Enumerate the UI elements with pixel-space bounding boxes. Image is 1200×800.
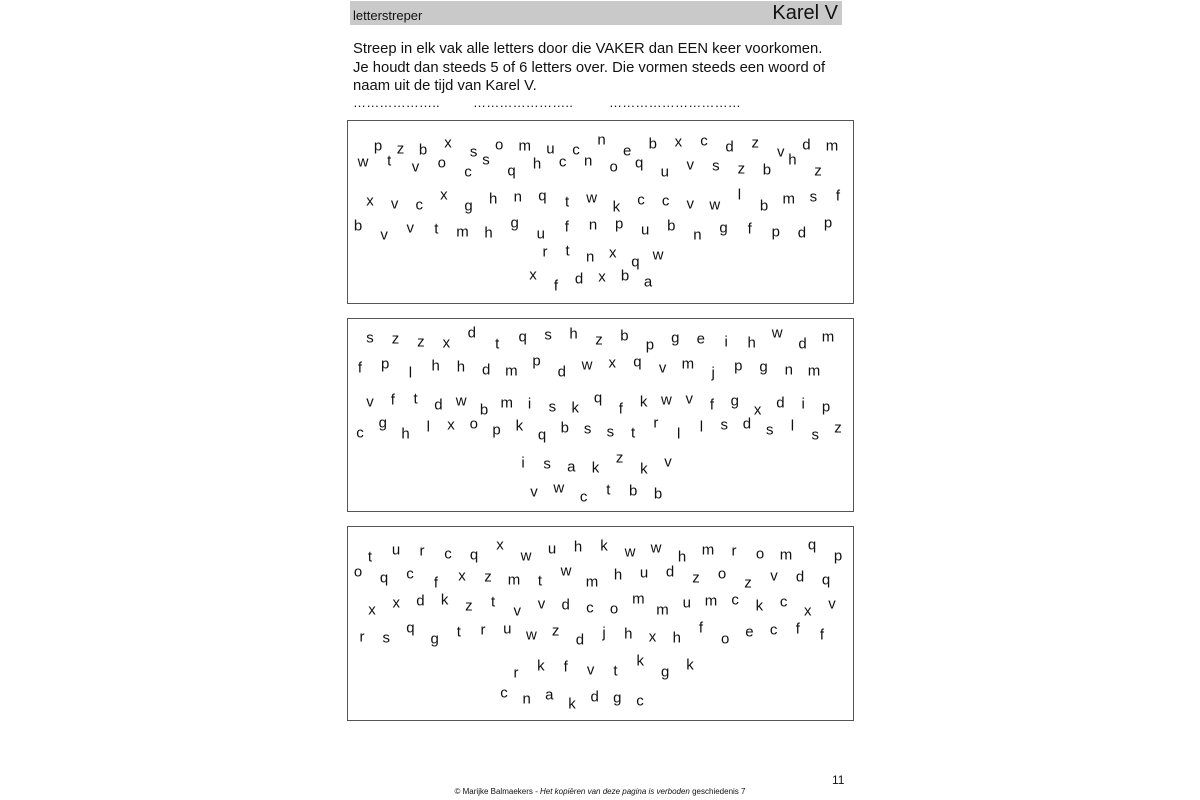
grid-letter: d [575,631,585,649]
grid-letter: g [378,414,387,432]
grid-letter: q [538,187,547,205]
grid-letter: x [598,268,606,286]
grid-letter: d [467,324,476,342]
grid-letter: w [660,391,672,409]
grid-letter: t [564,193,570,211]
grid-letter: f [390,391,395,409]
grid-letter: a [643,273,653,291]
grid-letter: t [613,662,618,680]
grid-letter: l [408,364,413,382]
grid-letter: c [444,545,452,563]
grid-letter: c [558,153,567,171]
grid-letter: v [390,195,399,213]
grid-letter: m [701,541,715,559]
grid-letter: m [585,573,599,591]
grid-letter: i [801,395,805,413]
footer [0,787,1200,796]
grid-letter: d [797,224,807,242]
answer-blank: ………………………… [609,95,741,110]
grid-letter: u [547,540,557,558]
instruction-line: Je houdt dan steeds 5 of 6 letters over. Die vormen steeds een woord of [353,59,826,76]
grid-letter: x [529,266,537,284]
grid-letter: n [784,361,793,379]
grid-letter: l [790,417,795,435]
footer-copyright: © Marijke Balmaekers [454,787,533,796]
grid-letter: w [650,539,662,557]
grid-letter: d [561,596,570,614]
grid-letter: z [751,134,759,152]
grid-letter: u [546,140,555,158]
grid-letter: f [795,620,800,638]
grid-letter: s [583,420,592,438]
grid-letter: s [765,421,774,439]
grid-letter: j [711,364,715,382]
grid-letter: t [606,481,611,499]
grid-letter: f [747,220,752,238]
grid-letter: m [518,137,532,155]
grid-letter: c [500,684,508,702]
grid-letter: d [802,136,811,154]
grid-letter: m [782,190,795,208]
grid-letter: n [588,216,598,234]
instruction-line: naam uit de tijd van Karel V. [353,78,537,94]
grid-letter: s [712,157,720,175]
grid-letter: t [537,572,543,590]
grid-letter: p [614,215,624,233]
grid-letter: s [809,188,818,206]
grid-letter: o [495,136,504,154]
grid-letter: c [769,621,778,639]
grid-letter: e [745,623,754,641]
grid-letter: q [821,571,831,589]
grid-letter: g [430,630,439,648]
grid-letter: m [632,590,645,608]
grid-letter: r [731,542,737,560]
grid-letter: z [396,140,405,158]
grid-letter: k [636,652,645,670]
grid-letter: v [686,156,695,174]
grid-letter: b [759,197,769,215]
footer-notice: - Het kopiëren van deze pagina is verboden [535,787,690,796]
grid-letter: c [572,141,580,159]
letter-grid-2 [347,318,854,512]
grid-letter: k [591,459,600,477]
grid-letter: o [720,630,730,648]
grid-letter: f [563,658,568,676]
grid-letter: k [568,695,576,713]
grid-letter: x [458,567,466,585]
grid-letter: o [609,158,618,176]
grid-letter: d [434,396,443,414]
grid-letter: p [381,355,390,373]
grid-letter: d [795,568,805,586]
grid-letter: v [686,195,694,213]
grid-letter: p [734,357,743,375]
grid-letter: k [612,198,621,216]
grid-letter: t [495,335,500,353]
grid-letter: k [600,537,608,555]
grid-letter: x [444,134,452,152]
grid-letter: n [513,188,522,206]
grid-letter: d [776,394,785,412]
grid-letter: c [637,191,645,209]
grid-letter: x [440,186,448,204]
instructions [353,40,853,96]
grid-letter: b [629,482,638,500]
grid-letter: x [442,334,451,352]
grid-letter: d [574,270,584,288]
grid-letter: b [620,267,630,285]
grid-letter: c [661,192,670,210]
grid-letter: c [415,196,423,214]
grid-letter: z [834,419,842,437]
grid-letter: z [744,574,752,592]
grid-letter: h [672,629,681,647]
grid-letter: s [543,455,551,473]
grid-letter: h [456,358,466,376]
worksheet-type: letterstreper [353,8,423,23]
grid-letter: x [366,192,374,210]
grid-letter: u [660,163,669,181]
grid-letter: v [366,393,374,411]
grid-letter: r [480,621,486,639]
grid-letter: u [503,620,512,638]
grid-letter: n [583,152,593,170]
grid-letter: q [807,536,817,554]
grid-letter: r [653,414,659,432]
grid-letter: q [537,426,547,444]
grid-letter: x [608,354,616,372]
grid-letter: w [624,543,636,561]
grid-letter: x [496,536,504,554]
grid-letter: s [382,629,390,647]
grid-letter: p [833,547,843,565]
grid-letter: d [557,363,566,381]
grid-letter: h [613,566,623,584]
grid-letter: m [505,362,518,380]
grid-letter: f [433,574,439,592]
grid-letter: k [537,657,545,675]
grid-letter: l [426,418,430,436]
grid-letter: m [825,137,839,155]
grid-letter: l [676,425,681,443]
grid-letter: a [567,458,576,476]
grid-letter: w [553,479,565,497]
grid-letter: w [455,392,467,410]
grid-letter: l [699,418,704,436]
grid-letter: u [682,594,691,612]
grid-letter: g [510,214,519,232]
grid-letter: x [447,416,455,434]
grid-letter: s [548,398,557,416]
grid-letter: z [692,569,700,587]
grid-letter: p [373,137,383,155]
grid-letter: x [648,628,657,646]
grid-letter: z [814,162,822,180]
grid-letter: u [536,225,545,243]
grid-letter: z [615,449,624,467]
grid-letter: t [631,424,636,442]
grid-letter: t [367,548,373,566]
grid-letter: f [357,359,363,377]
grid-letter: m [500,394,514,412]
grid-letter: v [586,661,595,679]
grid-letter: t [490,593,496,611]
grid-letter: g [613,689,622,707]
grid-letter: s [469,143,478,161]
grid-letter: m [681,355,695,373]
grid-letter: t [565,242,570,260]
grid-letter: g [464,197,473,215]
grid-letter: v [828,595,836,613]
grid-letter: b [762,161,772,179]
grid-letter: k [640,460,648,478]
grid-letter: k [639,393,648,411]
grid-letter: n [693,226,702,244]
grid-letter: q [631,253,640,271]
grid-letter: n [586,248,595,266]
grid-letter: z [737,160,746,178]
grid-letter: w [520,547,532,565]
grid-letter: v [777,143,785,161]
grid-letter: g [730,392,739,410]
grid-letter: p [492,421,501,439]
grid-letter: t [387,152,392,170]
grid-letter: d [742,415,752,433]
grid-letter: i [521,454,525,472]
grid-letter: w [771,324,783,342]
grid-letter: h [624,625,633,643]
grid-letter: w [652,246,664,264]
grid-letter: w [357,153,369,171]
grid-letter: x [392,594,400,612]
grid-letter: m [456,223,469,241]
grid-letter: c [731,591,739,609]
grid-letter: a [545,686,554,704]
grid-letter: q [633,353,642,371]
grid-letter: h [401,425,410,443]
grid-letter: n [522,690,531,708]
grid-letter: b [667,217,676,235]
grid-letter: o [469,415,478,433]
grid-letter: c [356,424,364,442]
grid-letter: v [685,390,693,408]
grid-letter: z [391,330,400,348]
grid-letter: b [648,135,657,153]
grid-letter: o [717,565,727,583]
grid-letter: o [353,563,363,581]
grid-letter: q [379,569,389,587]
grid-letter: c [700,132,708,150]
grid-letter: s [720,416,728,434]
grid-letter: k [686,656,694,674]
grid-letter: h [573,538,583,556]
grid-letter: u [641,221,650,239]
grid-letter: b [353,217,363,235]
grid-letter: t [456,623,461,641]
grid-letter: f [709,396,715,414]
page-number: 11 [832,773,845,787]
grid-letter: r [419,542,425,560]
letter-grid-1 [347,120,854,304]
worksheet-title: Karel V [772,2,838,24]
grid-letter: d [798,335,807,353]
grid-letter: z [595,331,603,349]
grid-letter: e [623,142,632,160]
grid-letter: p [771,223,780,241]
worksheet-header [350,1,842,25]
grid-letter: s [544,326,552,344]
grid-letter: j [602,624,606,642]
grid-letter: h [569,325,578,343]
grid-letter: v [513,602,521,620]
grid-letter: v [664,453,672,471]
grid-letter: v [406,219,414,237]
grid-letter: g [671,329,680,347]
grid-letter: k [571,399,579,417]
grid-letter: c [579,488,588,506]
grid-letter: u [639,564,649,582]
grid-letter: s [482,151,490,169]
grid-letter: x [609,244,617,262]
grid-letter: q [518,328,527,346]
grid-letter: i [527,395,532,413]
grid-letter: q [406,619,415,637]
grid-letter: k [515,417,524,435]
grid-letter: z [417,333,425,351]
grid-letter: k [755,597,764,615]
grid-letter: w [526,626,537,644]
grid-letter: z [465,597,473,615]
grid-letter: v [537,595,546,613]
grid-letter: f [553,277,559,295]
grid-letter: d [590,688,599,706]
grid-letter: q [635,154,644,172]
grid-letter: v [380,226,388,244]
grid-letter: h [677,548,687,566]
grid-letter: f [618,400,623,418]
grid-letter: h [788,151,797,169]
grid-letter: w [560,562,572,580]
grid-letter: h [747,334,756,352]
answer-blank: ………………….. [473,95,574,110]
footer-subject: geschiedenis 7 [692,787,746,796]
grid-letter: w [709,196,721,214]
grid-letter: d [481,361,491,379]
grid-letter: o [609,600,619,618]
grid-letter: b [653,485,663,503]
grid-letter: c [406,565,414,583]
grid-letter: d [665,563,675,581]
grid-letter: c [586,599,594,617]
grid-letter: h [484,224,493,242]
grid-letter: t [434,220,439,238]
grid-letter: c [464,163,472,181]
grid-letter: b [479,401,489,419]
grid-letter: p [532,352,541,370]
grid-letter: x [674,133,683,151]
grid-letter: f [698,619,704,637]
grid-letter: v [770,567,778,585]
grid-letter: g [719,219,728,237]
grid-letter: p [823,214,833,232]
grid-letter: o [437,154,446,172]
grid-letter: f [819,626,825,644]
grid-letter: m [656,601,669,619]
letter-grid-3 [347,526,854,721]
grid-letter: w [581,356,593,374]
grid-letter: d [725,138,734,156]
grid-letter: g [660,663,670,681]
grid-letter: b [620,327,629,345]
grid-letter: e [696,330,705,348]
grid-letter: r [359,628,365,646]
grid-letter: f [564,218,569,236]
grid-letter: v [411,158,420,176]
grid-letter: z [551,622,560,640]
grid-letter: t [413,390,418,408]
grid-letter: x [804,602,812,620]
instruction-line: Streep in elk vak alle letters door die VAKER dan EEN keer voorkomen. [353,41,823,57]
grid-letter: g [759,358,768,376]
grid-letter: c [636,692,644,710]
grid-letter: l [737,186,742,204]
grid-letter: f [835,187,841,205]
grid-letter: v [658,359,667,377]
grid-letter: m [807,362,821,380]
grid-letter: w [586,189,598,207]
grid-letter: q [593,389,603,407]
grid-letter: i [724,333,728,351]
grid-letter: x [753,401,762,419]
grid-letter: z [484,568,492,586]
grid-letter: o [755,545,765,563]
grid-letter: c [779,593,788,611]
grid-letter: b [560,419,570,437]
grid-letter: p [821,398,831,416]
grid-letter: u [391,541,401,559]
grid-letter: b [418,141,428,159]
grid-letter: s [811,426,819,444]
grid-letter: s [366,329,374,347]
grid-letter: p [645,336,655,354]
grid-letter: h [431,357,440,375]
grid-letter: m [779,546,793,564]
grid-letter: k [440,591,449,609]
grid-letter: r [542,243,548,261]
grid-letter: m [821,328,835,346]
grid-letter: r [513,664,519,682]
grid-letter: d [416,592,425,610]
grid-letter: q [507,162,516,180]
grid-letter: m [704,592,718,610]
grid-letter: n [597,131,606,149]
answer-blank: ……………….. [353,95,440,110]
grid-letter: v [530,483,538,501]
grid-letter: s [606,423,615,441]
grid-letter: h [532,155,542,173]
grid-letter: x [368,601,376,619]
grid-letter: m [507,571,521,589]
grid-letter: h [488,190,498,208]
grid-letter: q [469,546,479,564]
